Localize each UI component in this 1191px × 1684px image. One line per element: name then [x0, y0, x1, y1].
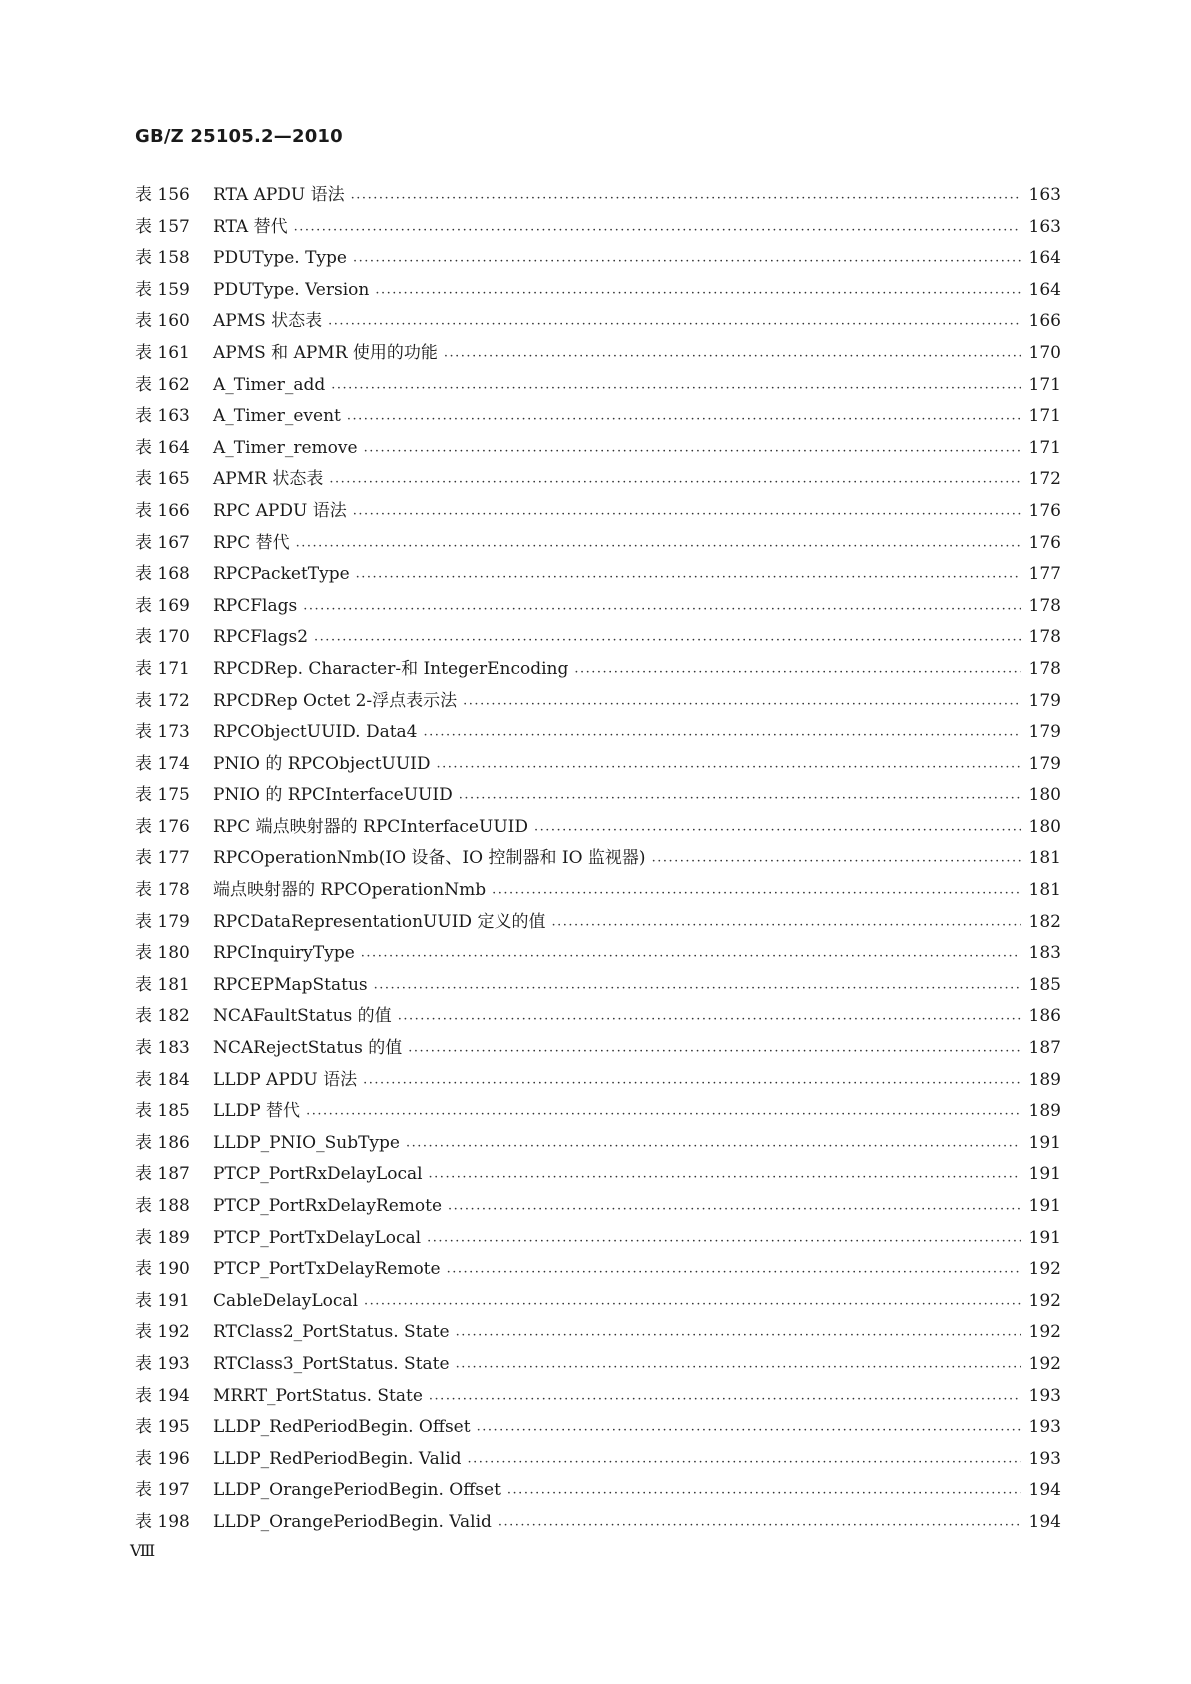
toc-entry-title: PDUType. Type — [213, 248, 347, 269]
toc-dot-leader — [353, 254, 1021, 267]
toc-entry[interactable] — [135, 591, 1061, 623]
toc-entry-page-number: 192 — [1028, 1353, 1061, 1374]
toc-entry-title: PTCP_PortRxDelayLocal — [213, 1164, 423, 1185]
toc-dot-leader — [328, 317, 1021, 330]
toc-entry[interactable] — [135, 749, 1061, 781]
toc-entry-page-number: 193 — [1028, 1448, 1061, 1469]
toc-entry-table-number: 表 188 — [135, 1196, 190, 1216]
toc-entry[interactable] — [135, 938, 1061, 970]
toc-entry-page-number: 191 — [1028, 1196, 1061, 1216]
toc-entry-table-number: 表 161 — [135, 342, 190, 363]
toc-entry[interactable] — [135, 559, 1061, 591]
toc-entry[interactable] — [135, 212, 1061, 244]
toc-entry-page-number: 164 — [1028, 279, 1061, 300]
toc-entry[interactable] — [135, 780, 1061, 812]
toc-entry[interactable] — [135, 1317, 1061, 1349]
toc-entry-title: PNIO 的 RPCInterfaceUUID — [213, 785, 453, 806]
toc-entry-page-number: 181 — [1028, 880, 1061, 901]
toc-dot-leader — [492, 886, 1021, 899]
toc-entry-page-number: 178 — [1028, 595, 1061, 616]
toc-entry-title: RPCFlags — [213, 595, 298, 616]
toc-dot-leader — [429, 1170, 1021, 1183]
toc-entry-table-number: 表 158 — [135, 248, 190, 269]
toc-entry-page-number: 171 — [1028, 374, 1061, 395]
toc-entry-table-number: 表 192 — [135, 1322, 190, 1343]
toc-entry-page-number: 170 — [1028, 342, 1061, 363]
toc-entry-table-number: 表 160 — [135, 311, 190, 332]
toc-entry[interactable] — [135, 306, 1061, 338]
toc-entry-page-number: 192 — [1028, 1322, 1061, 1343]
toc-entry-page-number: 191 — [1028, 1164, 1061, 1185]
toc-dot-leader — [398, 1012, 1021, 1025]
toc-entry[interactable] — [135, 1381, 1061, 1413]
toc-entry-page-number: 179 — [1028, 722, 1061, 743]
toc-entry[interactable] — [135, 654, 1061, 686]
toc-dot-leader — [447, 1265, 1021, 1278]
toc-entry-title: LLDP_OrangePeriodBegin. Offset — [213, 1480, 501, 1501]
toc-entry-title: APMS 状态表 — [213, 311, 323, 332]
toc-entry[interactable] — [135, 180, 1061, 212]
toc-dot-leader — [534, 823, 1021, 836]
toc-entry-page-number: 194 — [1028, 1480, 1061, 1501]
toc-entry-page-number: 182 — [1028, 911, 1061, 932]
toc-entry-title: RPC 端点映射器的 RPCInterfaceUUID — [213, 816, 528, 837]
toc-entry-page-number: 193 — [1028, 1385, 1061, 1406]
toc-entry[interactable] — [135, 843, 1061, 875]
toc-entry-title: A_Timer_event — [213, 406, 341, 427]
toc-entry-page-number: 194 — [1028, 1511, 1061, 1532]
toc-entry[interactable] — [135, 370, 1061, 402]
toc-entry-table-number: 表 191 — [135, 1290, 190, 1311]
toc-entry-title: APMS 和 APMR 使用的功能 — [213, 342, 438, 363]
toc-dot-leader — [574, 665, 1021, 678]
toc-dot-leader — [294, 223, 1021, 236]
toc-dot-leader — [314, 633, 1021, 646]
toc-dot-leader — [374, 981, 1021, 994]
toc-entry-title: LLDP_OrangePeriodBegin. Valid — [213, 1511, 492, 1532]
toc-entry-title: NCARejectStatus 的值 — [213, 1038, 403, 1059]
toc-dot-leader — [347, 412, 1021, 425]
toc-entry-page-number: 171 — [1028, 437, 1061, 458]
toc-entry-page-number: 180 — [1028, 816, 1061, 837]
toc-dot-leader — [427, 1234, 1021, 1247]
toc-entry-page-number: 163 — [1028, 185, 1061, 205]
toc-entry-table-number: 表 159 — [135, 279, 190, 300]
toc-dot-leader — [356, 570, 1021, 583]
toc-entry-title: RPCOperationNmb(IO 设备、IO 控制器和 IO 监视器) — [213, 848, 646, 869]
toc-dot-leader — [437, 760, 1021, 773]
toc-entry[interactable] — [135, 1412, 1061, 1444]
toc-entry[interactable] — [135, 1128, 1061, 1160]
toc-entry-table-number: 表 169 — [135, 595, 190, 616]
toc-dot-leader — [375, 286, 1021, 299]
toc-entry-table-number: 表 182 — [135, 1006, 190, 1027]
toc-entry-page-number: 187 — [1028, 1038, 1061, 1059]
toc-entry-table-number: 表 166 — [135, 500, 190, 521]
toc-entry[interactable] — [135, 1065, 1061, 1097]
toc-entry-title: LLDP_PNIO_SubType — [213, 1132, 400, 1153]
toc-dot-leader — [351, 191, 1021, 204]
toc-entry-table-number: 表 186 — [135, 1132, 190, 1153]
toc-entry-title: RTClass3_PortStatus. State — [213, 1353, 450, 1374]
toc-entry[interactable] — [135, 1444, 1061, 1476]
toc-entry[interactable] — [135, 1286, 1061, 1318]
toc-entry[interactable] — [135, 1507, 1061, 1539]
toc-entry-table-number: 表 164 — [135, 437, 190, 458]
toc-entry-title: LLDP_RedPeriodBegin. Valid — [213, 1448, 462, 1469]
toc-entry-table-number: 表 189 — [135, 1227, 190, 1248]
toc-entry-page-number: 193 — [1028, 1417, 1061, 1438]
toc-entry-table-number: 表 162 — [135, 374, 190, 395]
toc-entry-table-number: 表 171 — [135, 658, 190, 679]
toc-entry-title: 端点映射器的 RPCOperationNmb — [213, 880, 487, 901]
toc-dot-leader — [331, 381, 1021, 394]
toc-entry-title: APMR 状态表 — [213, 469, 324, 490]
toc-entry-title: PTCP_PortTxDelayRemote — [213, 1259, 441, 1280]
toc-dot-leader — [363, 1076, 1021, 1089]
toc-entry-table-number: 表 195 — [135, 1417, 190, 1438]
toc-entry-title: NCAFaultStatus 的值 — [213, 1006, 392, 1027]
toc-dot-leader — [444, 349, 1021, 362]
toc-entry-page-number: 191 — [1028, 1227, 1061, 1248]
toc-entry-title: RPCFlags2 — [213, 627, 309, 648]
toc-entry-table-number: 表 174 — [135, 753, 190, 774]
toc-entry-table-number: 表 181 — [135, 974, 190, 995]
toc-dot-leader — [507, 1486, 1021, 1499]
toc-entry-page-number: 183 — [1028, 943, 1061, 964]
toc-entry-page-number: 179 — [1028, 753, 1061, 774]
toc-dot-leader — [468, 1455, 1021, 1468]
toc-entry-title: RTA APDU 语法 — [213, 185, 345, 205]
toc-dot-leader — [652, 854, 1021, 867]
toc-entry-title: RPCInquiryType — [213, 943, 355, 964]
toc-entry-page-number: 178 — [1028, 658, 1061, 679]
toc-entry-page-number: 166 — [1028, 311, 1061, 332]
toc-dot-leader — [456, 1328, 1021, 1341]
document-standard-number: GB/Z 25105.2—2010 — [135, 126, 343, 147]
toc-entry[interactable] — [135, 907, 1061, 939]
toc-entry-table-number: 表 185 — [135, 1101, 190, 1122]
toc-entry[interactable] — [135, 401, 1061, 433]
toc-entry-page-number: 189 — [1028, 1069, 1061, 1090]
toc-entry[interactable] — [135, 1223, 1061, 1255]
toc-entry[interactable] — [135, 717, 1061, 749]
toc-entry-table-number: 表 180 — [135, 943, 190, 964]
toc-entry-title: RPCDataRepresentationUUID 定义的值 — [213, 911, 546, 932]
toc-entry-page-number: 172 — [1028, 469, 1061, 490]
toc-dot-leader — [498, 1518, 1021, 1531]
toc-entry-title: PTCP_PortRxDelayRemote — [213, 1196, 443, 1216]
toc-dot-leader — [361, 949, 1021, 962]
toc-entry[interactable] — [135, 1159, 1061, 1191]
toc-dot-leader — [303, 602, 1021, 615]
toc-entry-title: RPCPacketType — [213, 564, 350, 585]
toc-entry-title: RTA 替代 — [213, 216, 288, 237]
toc-dot-leader — [477, 1423, 1021, 1436]
toc-entry-table-number: 表 175 — [135, 785, 190, 806]
toc-dot-leader — [463, 697, 1021, 710]
toc-entry-title: RPCObjectUUID. Data4 — [213, 722, 418, 743]
toc-entry-title: A_Timer_remove — [213, 437, 358, 458]
toc-entry-title: RPCEPMapStatus — [213, 974, 368, 995]
toc-entry-title: RTClass2_PortStatus. State — [213, 1322, 450, 1343]
toc-entry-page-number: 189 — [1028, 1101, 1061, 1122]
toc-entry-table-number: 表 183 — [135, 1038, 190, 1059]
toc-entry[interactable] — [135, 1096, 1061, 1128]
toc-entry-table-number: 表 168 — [135, 564, 190, 585]
toc-entry-title: LLDP_RedPeriodBegin. Offset — [213, 1417, 471, 1438]
toc-entry-table-number: 表 170 — [135, 627, 190, 648]
toc-entry-table-number: 表 197 — [135, 1480, 190, 1501]
toc-entry[interactable] — [135, 1033, 1061, 1065]
toc-entry-title: RPC APDU 语法 — [213, 500, 347, 521]
toc-entry-title: RPC 替代 — [213, 532, 290, 553]
toc-dot-leader — [296, 539, 1021, 552]
toc-entry-table-number: 表 179 — [135, 911, 190, 932]
toc-entry-page-number: 180 — [1028, 785, 1061, 806]
toc-entry-table-number: 表 167 — [135, 532, 190, 553]
toc-entry[interactable] — [135, 275, 1061, 307]
toc-dot-leader — [459, 791, 1021, 804]
toc-entry[interactable] — [135, 812, 1061, 844]
toc-entry-table-number: 表 190 — [135, 1259, 190, 1280]
toc-entry-page-number: 177 — [1028, 564, 1061, 585]
page-number-footer: Ⅷ — [130, 1541, 155, 1560]
toc-entry-table-number: 表 163 — [135, 406, 190, 427]
toc-dot-leader — [364, 444, 1021, 457]
toc-entry[interactable] — [135, 1001, 1061, 1033]
toc-entry-page-number: 179 — [1028, 690, 1061, 711]
toc-dot-leader — [408, 1044, 1021, 1057]
toc-entry[interactable] — [135, 433, 1061, 465]
toc-entry-page-number: 186 — [1028, 1006, 1061, 1027]
toc-entry[interactable] — [135, 622, 1061, 654]
toc-entry-page-number: 185 — [1028, 974, 1061, 995]
toc-entry[interactable] — [135, 528, 1061, 560]
toc-dot-leader — [551, 918, 1021, 931]
toc-dot-leader — [306, 1107, 1021, 1120]
toc-dot-leader — [406, 1139, 1021, 1152]
toc-entry-table-number: 表 172 — [135, 690, 190, 711]
toc-entry-page-number: 163 — [1028, 216, 1061, 237]
toc-entry[interactable] — [135, 1191, 1061, 1223]
toc-entry-table-number: 表 165 — [135, 469, 190, 490]
toc-entry[interactable] — [135, 970, 1061, 1002]
toc-entry-table-number: 表 184 — [135, 1069, 190, 1090]
toc-entry-table-number: 表 156 — [135, 185, 190, 205]
toc-entry[interactable] — [135, 243, 1061, 275]
toc-entry-page-number: 176 — [1028, 532, 1061, 553]
toc-entry-page-number: 171 — [1028, 406, 1061, 427]
toc-entry-table-number: 表 193 — [135, 1353, 190, 1374]
toc-entry-title: PNIO 的 RPCObjectUUID — [213, 753, 431, 774]
toc-entry[interactable] — [135, 496, 1061, 528]
toc-dot-leader — [424, 728, 1022, 741]
toc-entry-page-number: 164 — [1028, 248, 1061, 269]
toc-entry-title: LLDP APDU 语法 — [213, 1069, 358, 1090]
toc-entry-table-number: 表 176 — [135, 816, 190, 837]
toc-entry-table-number: 表 196 — [135, 1448, 190, 1469]
toc-entry-page-number: 192 — [1028, 1290, 1061, 1311]
toc-entry-table-number: 表 194 — [135, 1385, 190, 1406]
toc-entry-page-number: 178 — [1028, 627, 1061, 648]
toc-entry[interactable] — [135, 1475, 1061, 1507]
toc-entry[interactable] — [135, 686, 1061, 718]
toc-dot-leader — [448, 1202, 1021, 1215]
toc-entry[interactable] — [135, 1254, 1061, 1286]
toc-entry[interactable] — [135, 464, 1061, 496]
toc-entry-title: RPCDRep. Character-和 IntegerEncoding — [213, 658, 569, 679]
toc-entry-title: PDUType. Version — [213, 279, 370, 300]
toc-entry-title: A_Timer_add — [213, 374, 326, 395]
toc-entry-table-number: 表 157 — [135, 216, 190, 237]
toc-entry-title: RPCDRep Octet 2-浮点表示法 — [213, 690, 458, 711]
toc-entry-table-number: 表 177 — [135, 848, 190, 869]
toc-dot-leader — [456, 1360, 1021, 1373]
toc-dot-leader — [429, 1392, 1021, 1405]
toc-entry-page-number: 191 — [1028, 1132, 1061, 1153]
toc-entry-page-number: 181 — [1028, 848, 1061, 869]
toc-entry-table-number: 表 178 — [135, 880, 190, 901]
toc-entry-table-number: 表 173 — [135, 722, 190, 743]
toc-entry-title: LLDP 替代 — [213, 1101, 301, 1122]
toc-entry-page-number: 176 — [1028, 500, 1061, 521]
toc-entry-title: PTCP_PortTxDelayLocal — [213, 1227, 422, 1248]
toc-entry[interactable] — [135, 875, 1061, 907]
toc-dot-leader — [329, 475, 1021, 488]
toc-entry-page-number: 192 — [1028, 1259, 1061, 1280]
toc-entry-table-number: 表 198 — [135, 1511, 190, 1532]
toc-dot-leader — [364, 1297, 1021, 1310]
toc-dot-leader — [353, 507, 1021, 520]
toc-entry-title: MRRT_PortStatus. State — [213, 1385, 423, 1406]
toc-entry-title: CableDelayLocal — [213, 1290, 359, 1311]
table-of-contents-list — [135, 180, 1061, 1539]
toc-entry-table-number: 表 187 — [135, 1164, 190, 1185]
toc-entry[interactable] — [135, 1349, 1061, 1381]
toc-entry[interactable] — [135, 338, 1061, 370]
